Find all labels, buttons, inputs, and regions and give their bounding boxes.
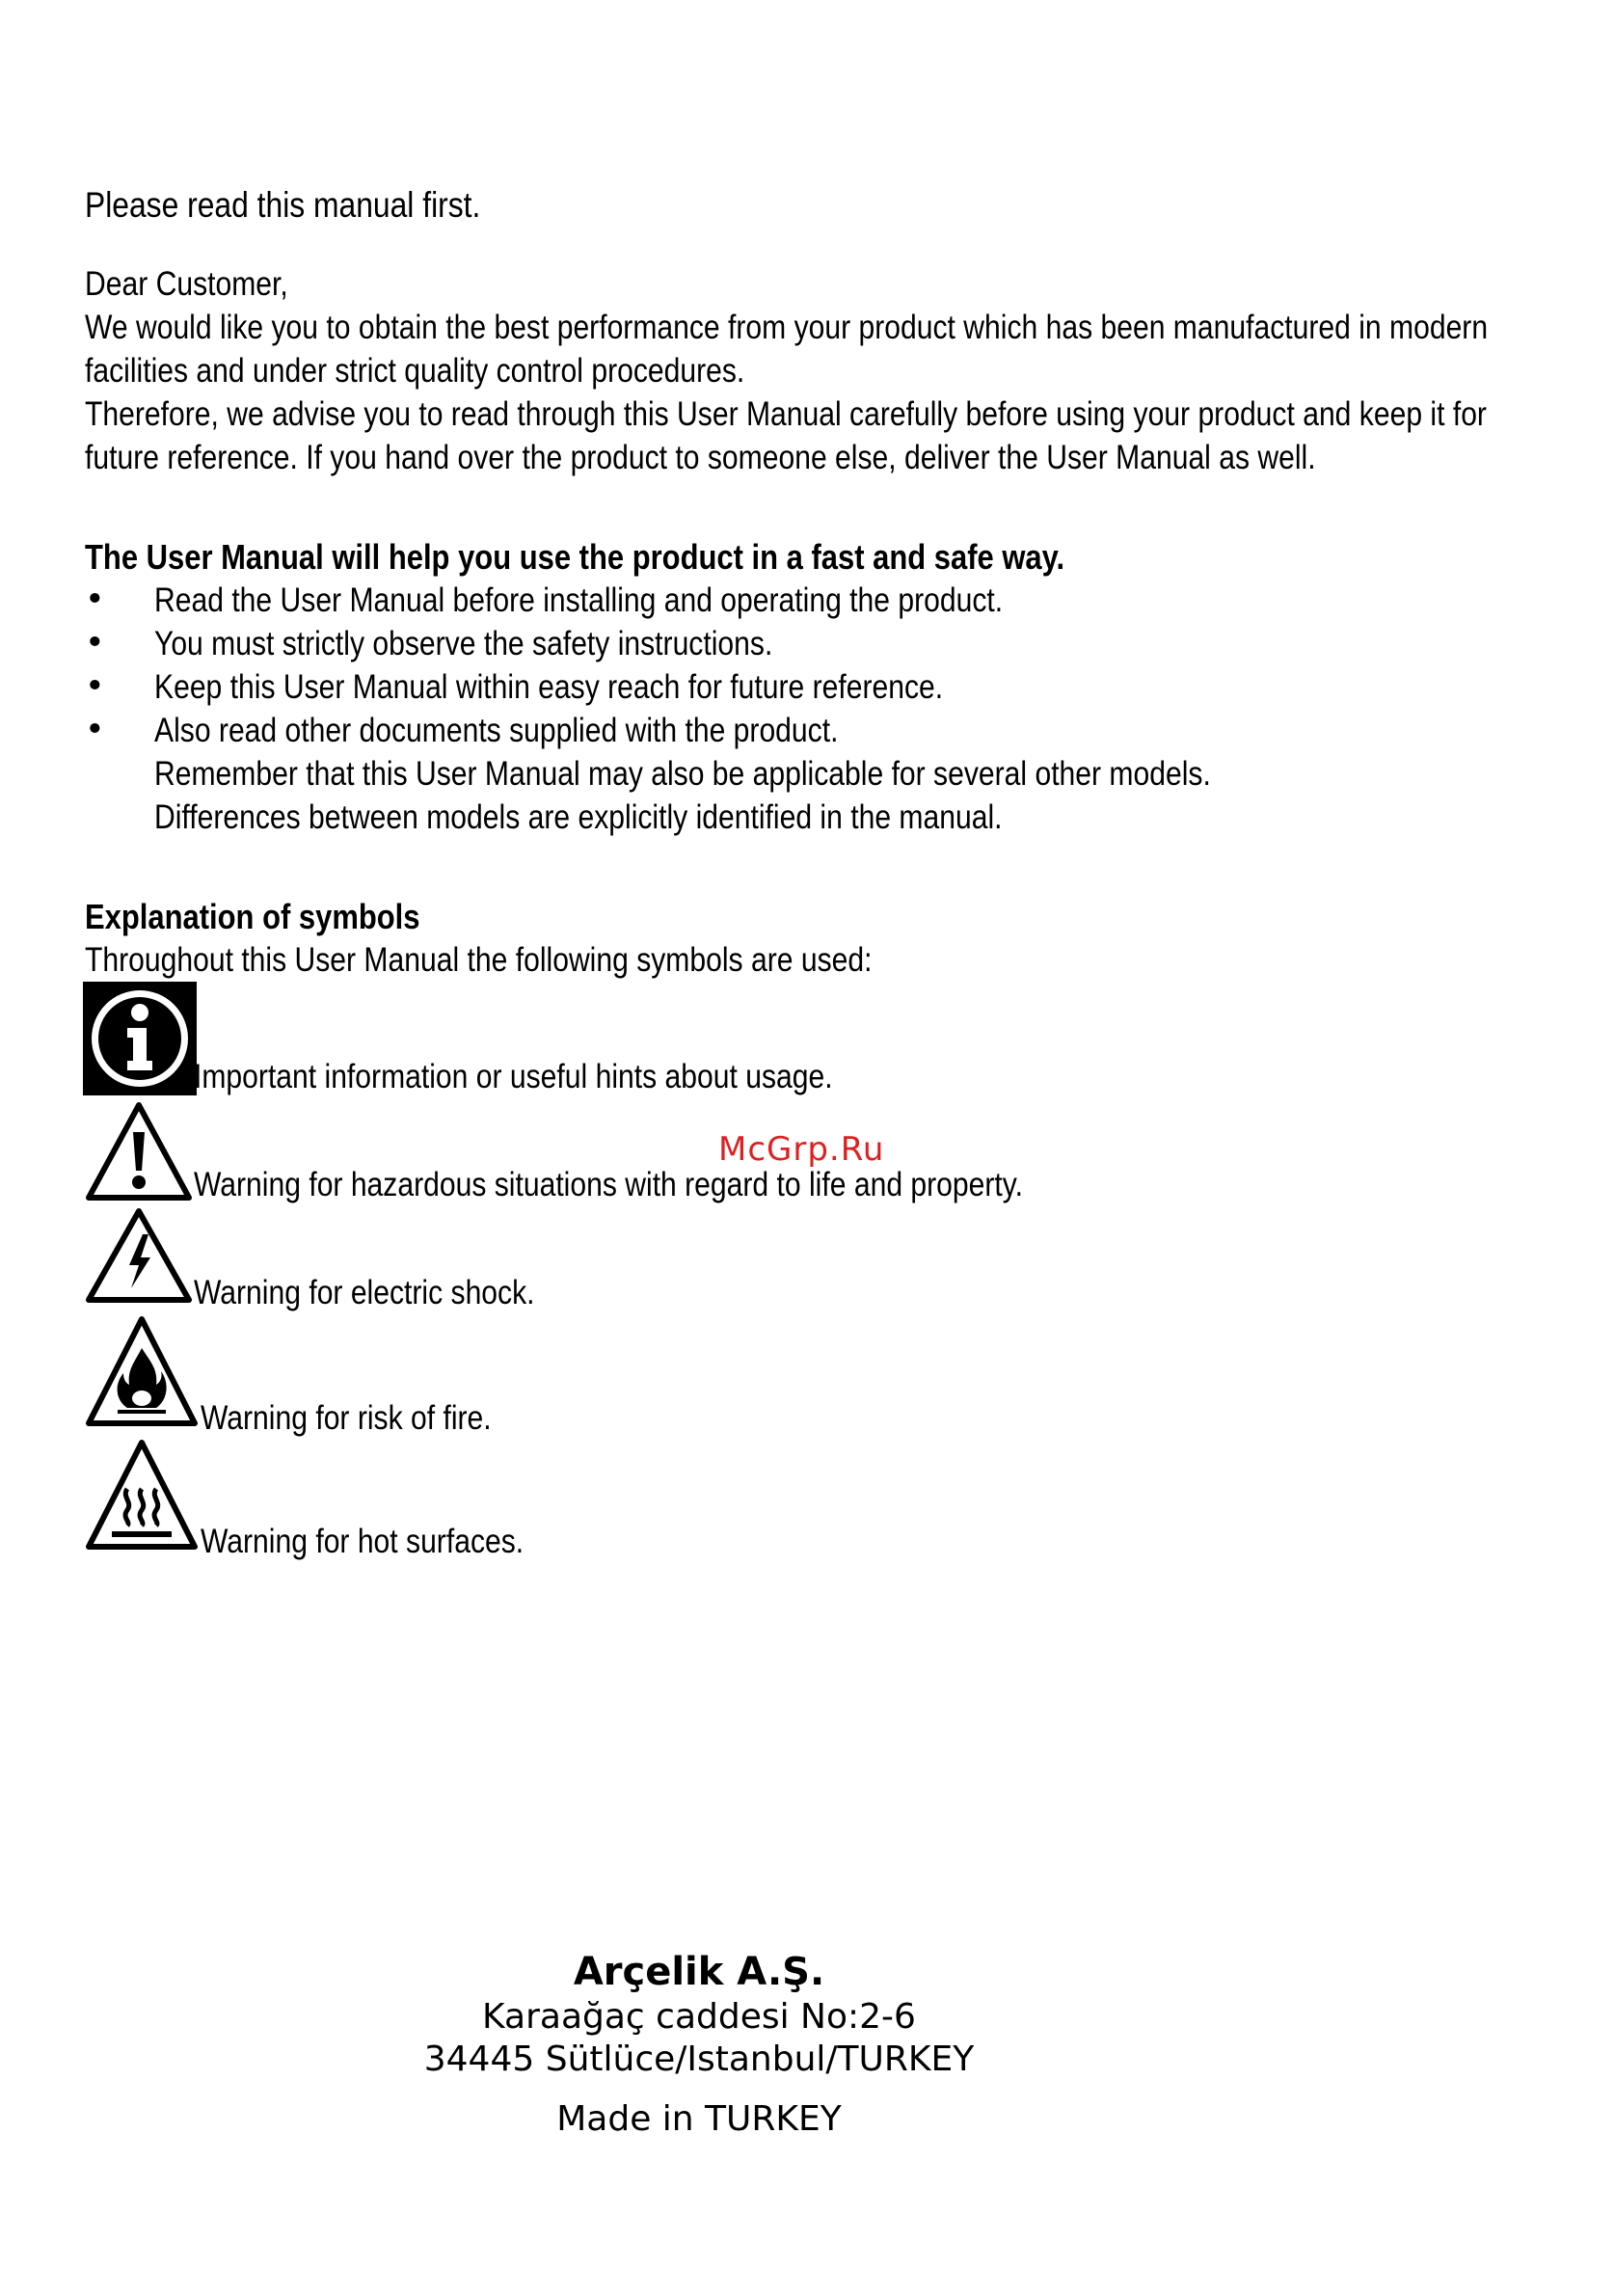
continuation-text: Remember that this User Manual may also be applicable for several other models. xyxy=(154,755,1211,793)
company-name: Arçelik A.Ş. xyxy=(573,1950,825,1994)
warning-icon xyxy=(83,1099,195,1203)
help-bullet-list xyxy=(85,579,1531,839)
list-item-continuation xyxy=(85,752,1531,796)
symbol-label-fire: Warning for risk of fire. xyxy=(201,1399,492,1437)
symbol-label-electric-shock: Warning for electric shock. xyxy=(194,1274,535,1311)
address-line-2: 34445 Sütlüce/Istanbul/TURKEY xyxy=(423,2039,975,2079)
list-item-continuation xyxy=(85,796,1531,839)
bullet-text: Read the User Manual before installing and operating the product. xyxy=(154,581,1004,619)
list-item xyxy=(85,709,1531,752)
symbols-intro: Throughout this User Manual the following symbols are used: xyxy=(85,941,873,979)
symbol-label-info: Important information or useful hints about usage. xyxy=(194,1058,833,1095)
info-icon xyxy=(83,982,197,1095)
list-item xyxy=(85,622,1531,665)
symbol-label-hot-surface: Warning for hot surfaces. xyxy=(201,1523,525,1560)
bullet-icon: • xyxy=(85,711,105,749)
electric-shock-icon xyxy=(83,1205,195,1306)
made-in: Made in TURKEY xyxy=(556,2099,842,2139)
symbol-label-warning: Warning for hazardous situations with regard to life and property. xyxy=(194,1166,1023,1203)
list-item xyxy=(85,665,1531,709)
greeting: Dear Customer, xyxy=(85,265,288,303)
bullet-icon: • xyxy=(85,667,105,706)
intro-paragraph-2: Therefore, we advise you to read through this User Manual carefully before using your product and keep it for future reference. If you hand over the product to someone else, deliver the User Manual as well. xyxy=(85,395,1487,476)
fire-icon xyxy=(83,1313,201,1431)
bullet-text: Also read other documents supplied with the product. xyxy=(154,712,839,749)
continuation-text: Differences between models are explicitly identified in the manual. xyxy=(154,798,1003,836)
bullet-icon: • xyxy=(85,581,105,619)
intro-paragraph-1: We would like you to obtain the best performance from your product which has been manufactured in modern facilities and under strict quality control procedures. xyxy=(85,309,1489,390)
page-title: Please read this manual first. xyxy=(85,185,481,225)
manufacturer-footer xyxy=(386,1948,1012,2141)
watermark: McGrp.Ru xyxy=(718,1130,885,1169)
symbols-heading: Explanation of symbols xyxy=(85,897,420,936)
bullet-icon: • xyxy=(85,624,105,662)
hot-surface-icon xyxy=(83,1437,201,1554)
bullet-text: Keep this User Manual within easy reach for future reference. xyxy=(154,668,944,706)
help-heading: The User Manual will help you use the product in a fast and safe way. xyxy=(85,537,1065,577)
address-line-1: Karaağaç caddesi No:2-6 xyxy=(482,1997,916,2037)
list-item xyxy=(85,579,1531,622)
bullet-text: You must strictly observe the safety instructions. xyxy=(154,625,773,662)
